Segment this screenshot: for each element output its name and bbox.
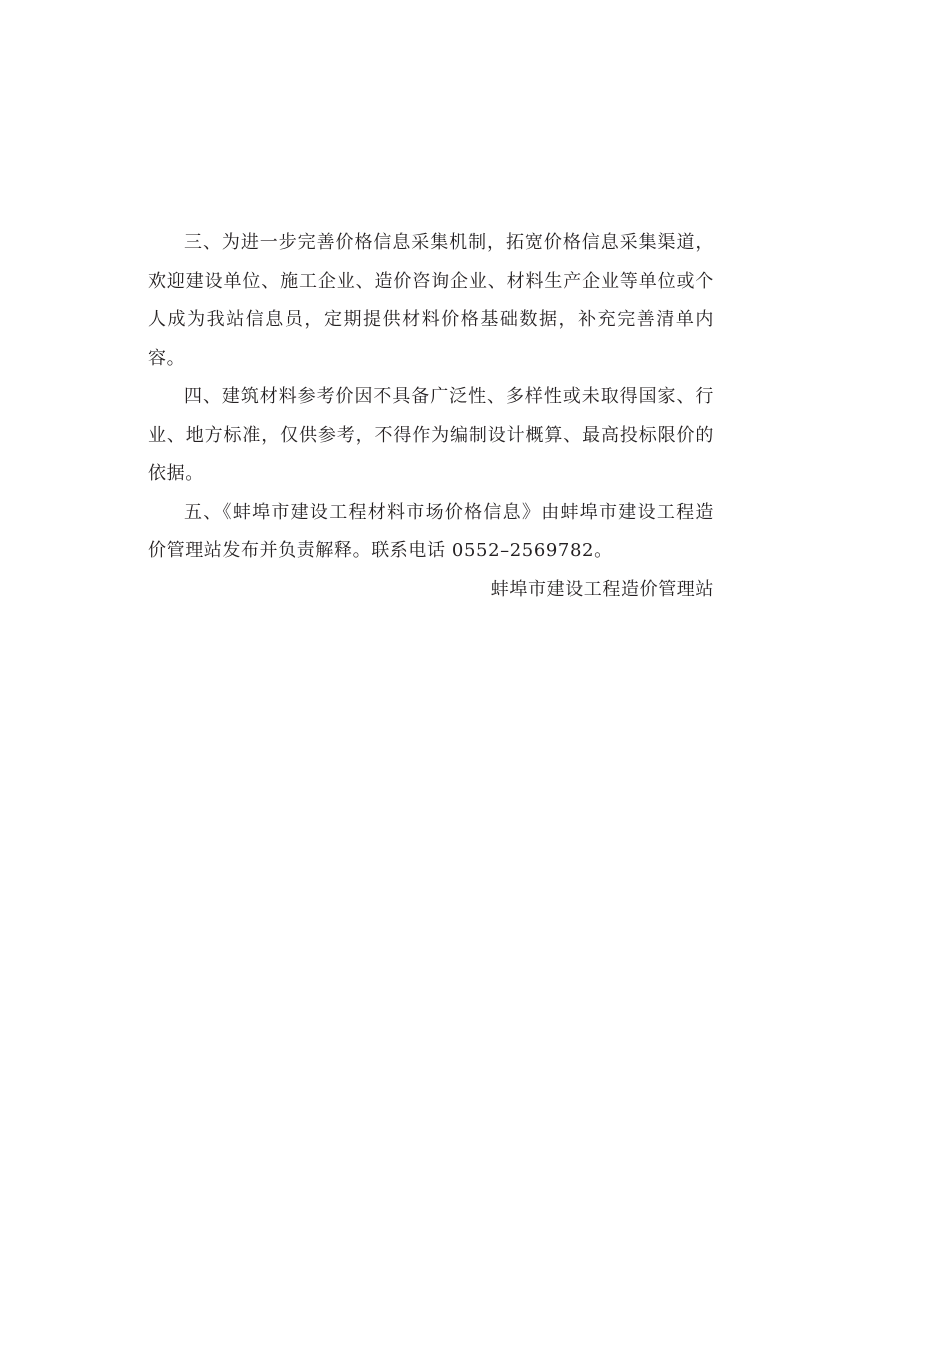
issuer-signature: 蚌埠市建设工程造价管理站 [490, 578, 714, 600]
paragraph-5: 五、《蚌埠市建设工程材料市场价格信息》由蚌埠市建设工程造价管理站发布并负责解释。联系电话 0552–2569782。 [148, 501, 714, 561]
paragraph-4: 四、建筑材料参考价因不具备广泛性、多样性或未取得国家、行业、地方标准，仅供参考，不得作为编制设计概算、最高投标限价的依据。 [148, 386, 714, 484]
document-body [148, 224, 714, 609]
paragraph-3: 三、为进一步完善价格信息采集机制，拓宽价格信息采集渠道，欢迎建设单位、施工企业、造价咨询企业、材料生产企业等单位或个人成为我站信息员，定期提供材料价格基础数据，补充完善清单内容。 [148, 232, 714, 369]
